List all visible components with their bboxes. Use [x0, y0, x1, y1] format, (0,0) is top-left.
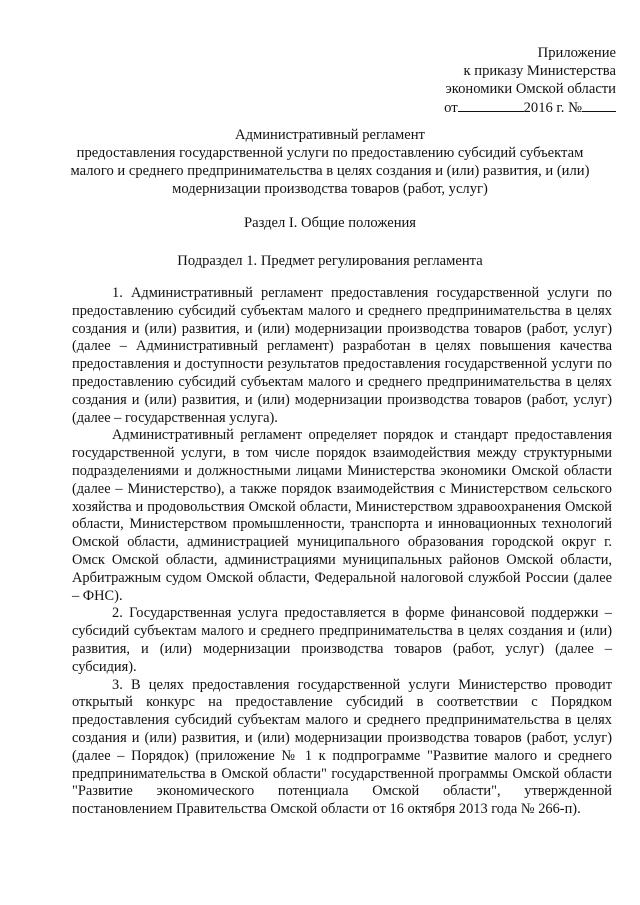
- title-line-4: модернизации производства товаров (работ, услуг): [172, 181, 488, 197]
- title-line-2: предоставления государственной услуги по предоставлению субсидий субъектам: [76, 145, 584, 161]
- annex-date-line: [356, 98, 616, 117]
- title-line-3: малого и среднего предпринимательства в целях создания и (или) развития, и (или): [70, 163, 590, 179]
- number-blank: [582, 98, 616, 112]
- date-blank: [458, 98, 524, 112]
- subsection-heading: Подраздел 1. Предмет регулирования регламента: [177, 253, 483, 269]
- document-title: [54, 126, 606, 198]
- annex-date-year: 2016 г. №: [523, 100, 582, 116]
- title-line-1: Административный регламент: [235, 127, 425, 143]
- paragraph: 3. В целях предоставления государственной услуги Министерство проводит открытый конкурс на предоставление субсидий в соответствии с Порядком предоставления субсидий субъектам малого и среднего предпринимательства в целях создания и (или) развития, и (или) модернизации производства товаров (работ, услуг) (далее – Порядок) (приложение № 1 к подпрограмме "Развитие малого и среднего предпринимательства в Омской области" государственной программы Омской области "Развитие экономического потенциала Омской области", утвержденной постановлением Правительства Омской области от 16 октября 2013 года № 266-п).: [72, 676, 612, 818]
- paragraph: Административный регламент определяет порядок и стандарт предоставления государственной услуги, в том числе порядок взаимодействия между структурными подразделениями и должностными лицами Министерства экономики Омской области (далее – Министерство), а также порядок взаимодействия с Министерством сельского хозяйства и продовольствия Омской области, Министерством здравоохранения Омской области, Министерством промышленности, транспорта и инновационных технологий Омской области, администрацией муниципального образования городской округ г. Омск Омской области, администрациями муниципальных районов Омской области, Арбитражным судом Омской области, Федеральной налоговой службой России (далее – ФНС).: [72, 427, 612, 604]
- annex-line-1: Приложение: [537, 45, 616, 61]
- paragraph: 2. Государственная услуга предоставляется в форме финансовой поддержки – субсидий субъектам малого и среднего предпринимательства в целях создания и (или) развития, и (или) модернизации производства товаров (работ, услуг) (далее – субсидия).: [72, 605, 612, 675]
- annex-date-prefix: от: [444, 100, 458, 116]
- paragraph: 1. Административный регламент предоставления государственной услуги по предоставлению субсидий субъектам малого и среднего предпринимательства в целях создания и (или) развития, и (или) модернизации производства товаров (работ, услуг) (далее – Административный регламент) разработан в целях повышения качества предоставления и доступности результатов предоставления государственной услуги по предоставлению субсидий субъектам малого и среднего предпринимательства в целях создания и (или) развития, и (или) модернизации производства товаров (работ, услуг) (далее – государственная услуга).: [72, 285, 612, 426]
- document-body: [72, 285, 612, 819]
- section-heading: Раздел I. Общие положения: [243, 215, 417, 231]
- annex-line-2: к приказу Министерства: [463, 63, 616, 79]
- annex-line-3: экономики Омской области: [445, 81, 616, 97]
- annex-header: [356, 44, 616, 117]
